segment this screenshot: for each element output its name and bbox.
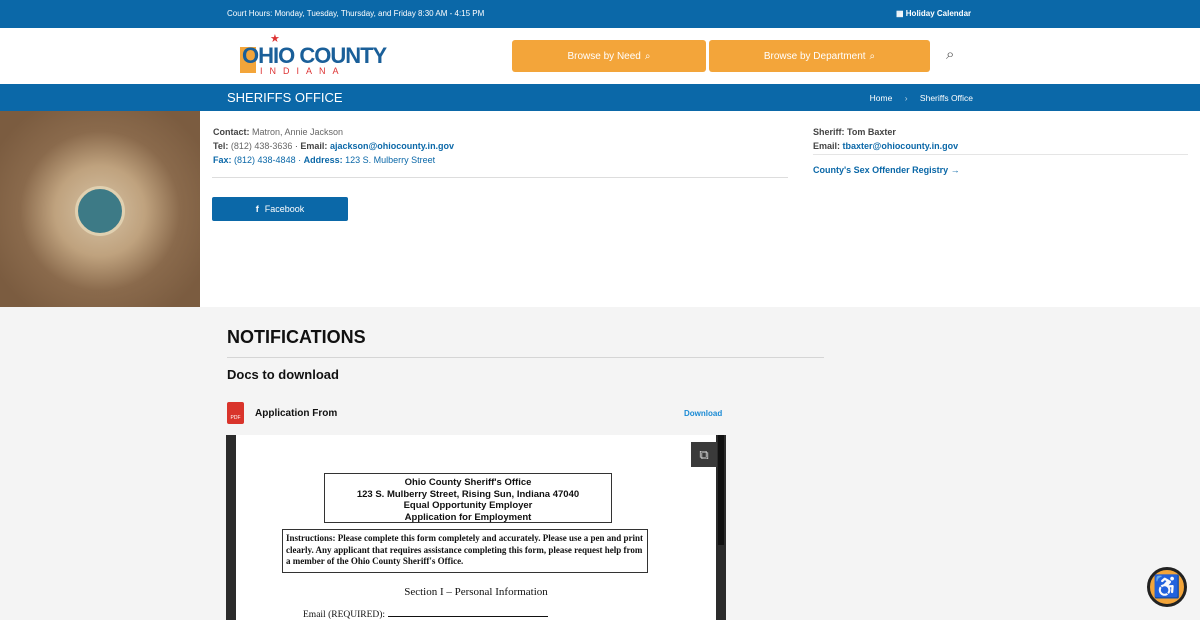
pdf-icon: PDF — [227, 402, 244, 424]
open-external-icon[interactable]: ⧉ — [691, 442, 717, 467]
page-title: SHERIFFS OFFICE — [227, 90, 343, 105]
download-link[interactable]: Download — [684, 409, 723, 418]
page-title-bar — [0, 84, 1200, 111]
logo[interactable] — [238, 33, 393, 78]
search-icon: ⌕ — [644, 50, 651, 62]
sheriff-badge-image — [0, 111, 200, 307]
facebook-button[interactable]: f Facebook — [212, 197, 348, 221]
breadcrumb-home[interactable]: Home — [869, 93, 893, 103]
breadcrumb-current: Sheriffs Office — [919, 93, 973, 103]
notifications-heading: NOTIFICATIONS — [227, 327, 366, 347]
doc-name: Application From — [255, 408, 338, 419]
calendar-icon: ▦ — [896, 9, 906, 18]
court-hours: Court Hours: Monday, Tuesday, Thursday, and Friday 8:30 AM - 4:15 PM — [227, 9, 485, 18]
search-icon: ⌕ — [869, 50, 876, 62]
divider — [212, 177, 788, 178]
facebook-icon: f — [255, 204, 259, 214]
pdf-viewer[interactable] — [226, 435, 726, 620]
logo-title: OHIO COUNTY — [242, 43, 387, 68]
sex-offender-registry-link[interactable]: County's Sex Offender Registry → — [813, 165, 960, 175]
search-icon[interactable]: ⌕ — [946, 46, 955, 63]
star-icon: ★ — [270, 33, 280, 45]
scrollbar[interactable] — [718, 435, 724, 545]
accessibility-icon[interactable]: ♿ — [1147, 567, 1187, 607]
browse-by-need-button[interactable]: Browse by Need ⌕ — [512, 40, 706, 72]
contact-email-link[interactable]: ajackson@ohiocounty.in.gov — [329, 141, 455, 151]
logo-subtitle: INDIANA — [260, 66, 346, 76]
docs-heading: Docs to download — [227, 367, 339, 382]
divider — [227, 357, 824, 358]
pdf-page: Ohio County Sheriff's Office 123 S. Mulberry Street, Rising Sun, Indiana 47040 Equal Opportunity Employer Application for Employment Instructions: Please complete this form completely and accurately. Please use a pen and print clearly. Any applicant that requires assistance completing this form, please request help from a member of the Ohio County Sheriff's Office. Section I – Personal Information Email (REQUIRED): — [236, 435, 716, 620]
breadcrumb: Home › Sheriffs Office — [869, 93, 973, 103]
top-bar — [0, 0, 1200, 28]
browse-by-department-button[interactable]: Browse by Department ⌕ — [709, 40, 930, 72]
sheriff-email-link[interactable]: tbaxter@ohiocounty.in.gov — [842, 141, 959, 151]
content — [0, 111, 1200, 307]
holiday-calendar-link[interactable]: ▦ Holiday Calendar — [896, 9, 972, 18]
sheriff-info: Sheriff: Tom Baxter Email: tbaxter@ohiocounty.in.gov County's Sex Offender Registry → — [813, 125, 1188, 177]
header — [0, 28, 1200, 84]
contact-info: Contact: Matron, Annie Jackson Tel: (812) 438-3636 · Email: ajackson@ohiocounty.in.gov Fax: (812) 438-4848 · Address: 123 S. Mulberry Street — [213, 127, 455, 165]
